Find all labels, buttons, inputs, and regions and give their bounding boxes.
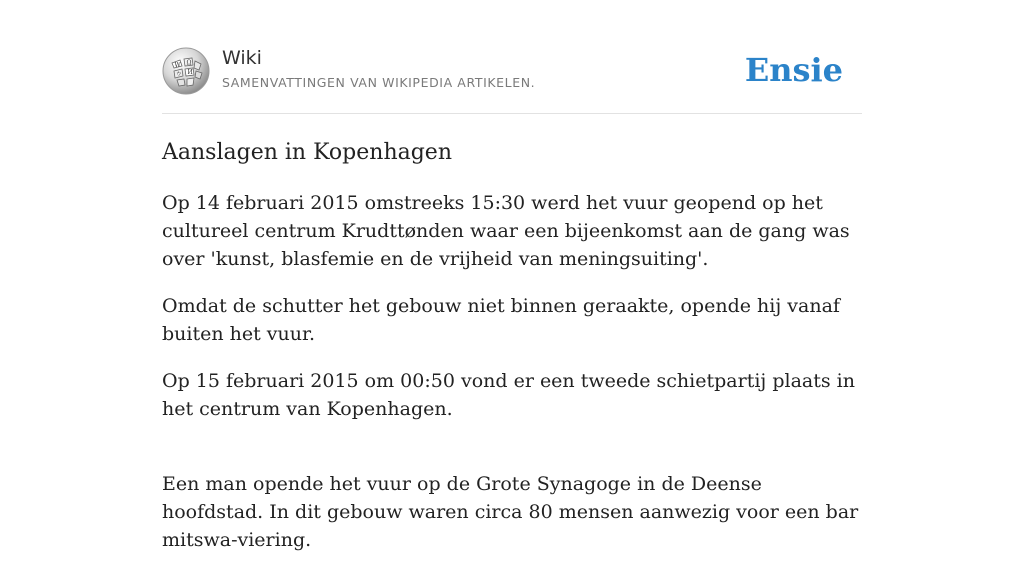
article-paragraph: Een man opende het vuur op de Grote Synagoge in de Deense hoofdstad. In dit gebouw waren circa 80 mensen aanwezig voor een bar mitswa-viering. [162,473,859,551]
article-paragraph: Op 15 februari 2015 om 00:50 vond er een tweede schietpartij plaats in het centrum van Kopenhagen. [162,370,855,420]
article [162,137,862,573]
ensie-brand-logo[interactable]: Ensie [744,51,843,89]
svg-text:И: И [187,69,193,76]
site-name[interactable]: Wiki [222,47,262,69]
svg-text:W: W [174,62,181,69]
paragraph-spacer [162,442,862,470]
site-header [162,44,862,114]
svg-text:Ω: Ω [186,59,192,67]
wikipedia-globe-icon[interactable] [162,47,210,95]
article-paragraph: Omdat de schutter het gebouw niet binnen geraakte, opende hij vanaf buiten het vuur. [162,295,840,345]
svg-text:ウ: ウ [176,72,182,78]
article-paragraph: Op 14 februari 2015 omstreeks 15:30 werd het vuur geopend op het cultureel centrum Krudttønden waar een bijeenkomst aan de gang was over 'kunst, blasfemie en de vrijheid van meningsuiting'. [162,192,850,270]
article-title: Aanslagen in Kopenhagen [162,140,452,165]
site-tagline: SAMENVATTINGEN VAN WIKIPEDIA ARTIKELEN. [222,75,536,90]
